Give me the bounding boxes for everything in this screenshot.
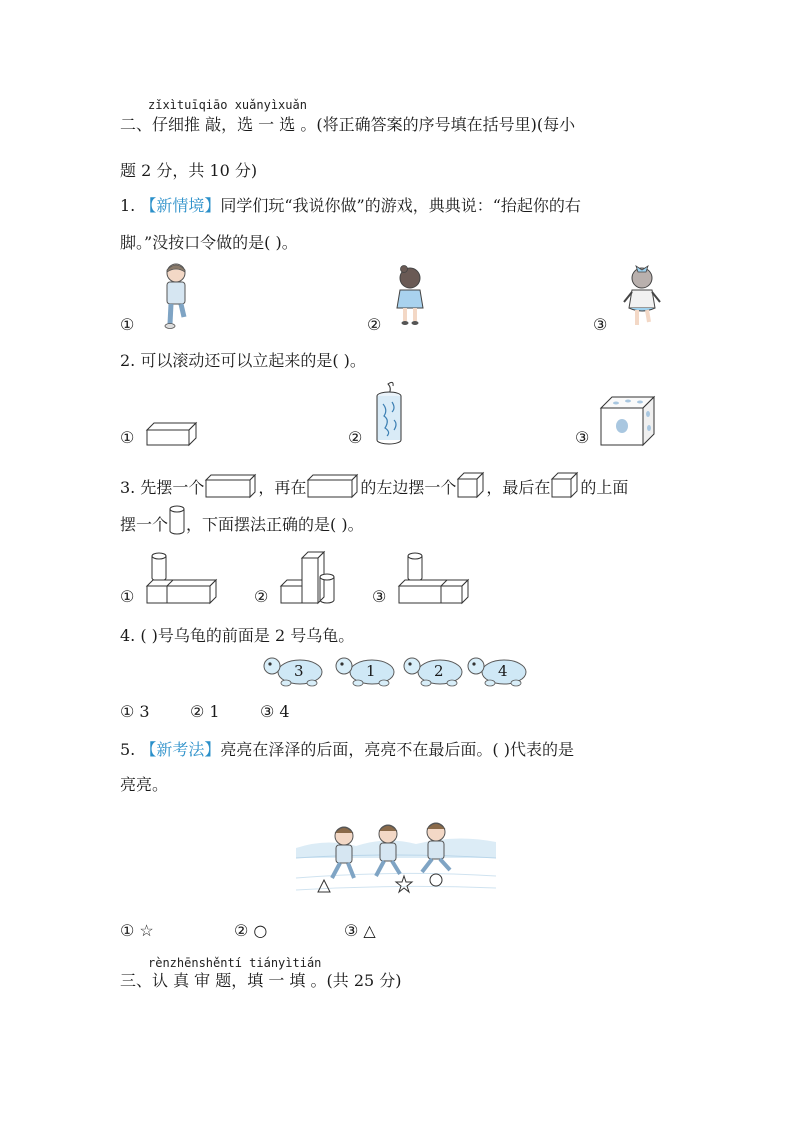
- firecracker-cylinder-image: [374, 382, 404, 446]
- arrangement-1-image: [146, 550, 218, 604]
- q5-option-2[interactable]: ② ○: [234, 921, 268, 940]
- section3-heading: 三、认 真 审 题，填 一 填 。(共 25 分): [120, 971, 402, 990]
- q3-line1: [120, 472, 628, 498]
- turtle-number: 3: [294, 662, 304, 680]
- turtle-number: 2: [434, 662, 444, 680]
- cuboid-inline-icon: [307, 474, 359, 498]
- q1-line2: 脚。”没按口令做的是( )。: [120, 233, 298, 252]
- q1-option-1-label[interactable]: ①: [120, 315, 135, 334]
- q4-text: 4. ( )号乌龟的前面是 2 号乌龟。: [120, 626, 355, 645]
- q1-tag: 【新情境】: [140, 196, 221, 215]
- q5-text1: 亮亮在泽泽的后面，亮亮不在最后面。( )代表的是: [220, 740, 574, 759]
- q5-line1: [120, 737, 574, 760]
- cube-inline-icon: [457, 472, 485, 498]
- q1-option-2-label[interactable]: ②: [367, 315, 382, 334]
- boy-figure-image: [158, 262, 194, 330]
- q5-option-3[interactable]: ③ △: [344, 921, 376, 940]
- girl-back-figure-image: [392, 264, 428, 326]
- q2-option-1-label[interactable]: ①: [120, 428, 135, 447]
- dice-cube-image: [600, 396, 656, 446]
- q3-option-3-label[interactable]: ③: [372, 587, 387, 606]
- q2-option-3-label[interactable]: ③: [575, 428, 590, 447]
- q3-text-p5: 的上面: [580, 478, 629, 497]
- q1-text1: 同学们玩“我说你做”的游戏，典典说：“抬起你的右: [220, 196, 581, 215]
- girl-raising-foot-image: [622, 262, 662, 330]
- cuboid-image: [146, 422, 198, 446]
- q2-option-2-label[interactable]: ②: [348, 428, 363, 447]
- q3-option-1-label[interactable]: ①: [120, 587, 135, 606]
- q1-line1: [120, 193, 581, 216]
- q3-text-p2: ，再在: [258, 478, 307, 497]
- q1-number: 1.: [120, 196, 136, 215]
- children-running-image: [296, 818, 496, 904]
- q3-text-p3: 的左边摆一个: [360, 478, 457, 497]
- q4-option-2[interactable]: ② 1: [190, 702, 220, 721]
- cuboid-inline-icon: [205, 474, 257, 498]
- q3-text-p4: ，最后在: [486, 478, 551, 497]
- q4-option-1[interactable]: ① 3: [120, 702, 150, 721]
- arrangement-2-image: [280, 550, 336, 604]
- q5-option-1[interactable]: ① ☆: [120, 921, 154, 940]
- section2-heading-cont: 题 2 分，共 10 分): [120, 161, 258, 180]
- arrangement-3-image: [398, 550, 470, 604]
- q5-tag: 【新考法】: [140, 740, 221, 759]
- q3-text-p6: 摆一个: [120, 515, 169, 534]
- q3-option-2-label[interactable]: ②: [254, 587, 269, 606]
- q3-text-p1: 3. 先摆一个: [120, 478, 205, 497]
- section2-pinyin: zǐxìtuīqiāo xuǎnyìxuǎn: [148, 98, 307, 112]
- q5-line2: 亮亮。: [120, 775, 169, 794]
- cylinder-inline-icon: [169, 505, 185, 535]
- q3-text-p7: ，下面摆法正确的是( )。: [186, 515, 364, 534]
- q3-line2: [120, 505, 364, 535]
- q4-option-3[interactable]: ③ 4: [260, 702, 290, 721]
- section3-pinyin: rènzhēnshěntí tiányìtián: [148, 956, 322, 970]
- section2-heading: 二、仔细推 敲，选 一 选 。(将正确答案的序号填在括号里)(每小: [120, 115, 576, 134]
- turtle-row: [262, 652, 530, 692]
- turtle-number: 1: [366, 662, 376, 680]
- q1-option-3-label[interactable]: ③: [593, 315, 608, 334]
- cube-inline-icon: [551, 472, 579, 498]
- q2-text: 2. 可以滚动还可以立起来的是( )。: [120, 351, 366, 370]
- turtle-number: 4: [498, 662, 508, 680]
- q5-number: 5.: [120, 740, 136, 759]
